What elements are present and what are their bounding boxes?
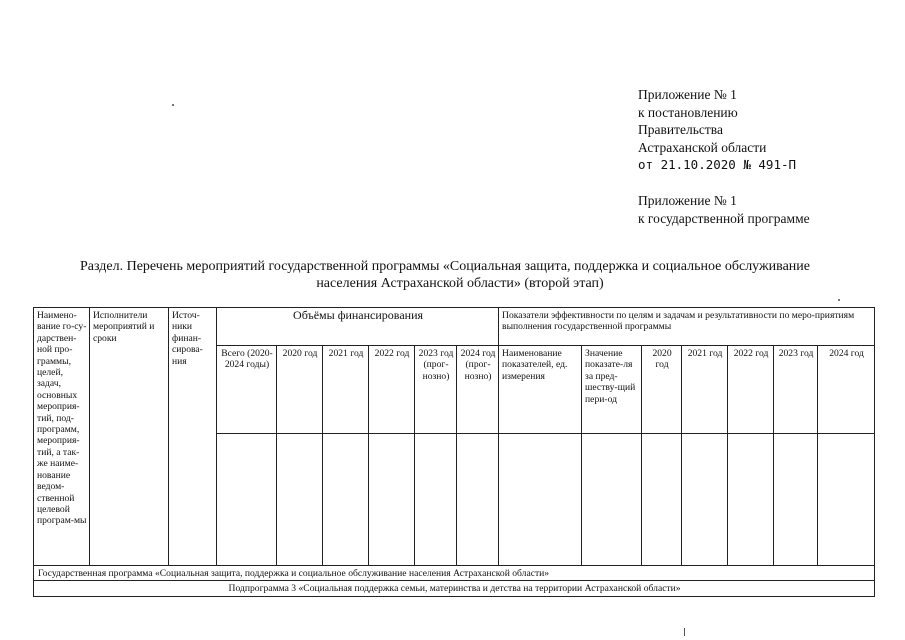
scan-speck	[172, 104, 174, 106]
header-funding-2024: 2024 год (прог-нозно)	[457, 346, 499, 434]
table-row-program	[34, 566, 875, 581]
appendix-to-program: к государственной программе	[638, 210, 810, 226]
scan-speck	[838, 299, 840, 301]
table-cell	[682, 434, 728, 566]
header-funding-2023: 2023 год (прог-нозно)	[415, 346, 457, 434]
table-row-subprogram	[34, 581, 875, 596]
appendix-decree-block	[638, 86, 796, 174]
header-indicator-2021: 2021 год	[682, 346, 728, 434]
header-indicator-2023: 2023 год	[774, 346, 818, 434]
scan-mark	[684, 628, 685, 636]
header-indicator-previous: Значение показате-ля за пред-шеству-щий пери-од	[582, 346, 642, 434]
header-indicator-name: Наименование показателей, ед. измерения	[499, 346, 582, 434]
header-funding-sources: Источ-ники финан-сирова-ния	[169, 308, 217, 566]
header-indicator-2022: 2022 год	[728, 346, 774, 434]
section-title-line2: населения Астраханской области» (второй этап)	[316, 276, 604, 291]
table-cell	[582, 434, 642, 566]
header-indicator-2024: 2024 год	[818, 346, 875, 434]
table-cell	[457, 434, 499, 566]
subprogram-title-cell: Подпрограмма 3 «Социальная поддержка семьи, материнства и детства на территории Астраханской области»	[34, 581, 875, 596]
table-cell	[642, 434, 682, 566]
table-cell	[818, 434, 875, 566]
header-executors: Исполнители мероприятий и сроки	[90, 308, 169, 566]
table-cell	[323, 434, 369, 566]
measures-table	[33, 307, 875, 597]
appendix-decree-date: от 21.10.2020 № 491-П	[638, 157, 797, 172]
table-cell	[217, 434, 277, 566]
section-title	[30, 258, 890, 292]
section-title-line1: Раздел. Перечень мероприятий государственной программы «Социальная защита, поддержка и социальное обслуживание	[79, 259, 810, 274]
table-cell	[774, 434, 818, 566]
appendix-government: Правительства	[638, 122, 723, 137]
table-cell	[369, 434, 415, 566]
program-title-cell: Государственная программа «Социальная защита, поддержка и социальное обслуживание населения Астраханской области»	[34, 566, 875, 581]
appendix-program-block	[638, 192, 810, 227]
table-cell	[728, 434, 774, 566]
appendix-number: Приложение № 1	[638, 193, 737, 208]
header-indicators: Показатели эффективности по целям и задачам и результативности по меро-приятиям выполнения государственной программы	[499, 308, 875, 346]
appendix-number: Приложение № 1	[638, 87, 737, 102]
table-cell	[277, 434, 323, 566]
header-funding-2021: 2021 год	[323, 346, 369, 434]
header-funding-total: Всего (2020-2024 годы)	[217, 346, 277, 434]
table-cell	[499, 434, 582, 566]
table-header-row	[34, 308, 875, 346]
header-program-name: Наимено-вание го-су-дарствен-ной про-граммы, целей, задач, основных мероприя-тий, под-программ, мероприя-тий, а так-же наиме-нование ведом-ственной целевой програм-мы	[34, 308, 90, 566]
header-funding-2022: 2022 год	[369, 346, 415, 434]
appendix-region: Астраханской области	[638, 139, 767, 155]
appendix-to-resolution: к постановлению	[638, 104, 738, 120]
header-indicator-2020: 2020 год	[642, 346, 682, 434]
header-funding-volumes: Объёмы финансирования	[217, 308, 499, 346]
header-funding-2020: 2020 год	[277, 346, 323, 434]
table-cell	[415, 434, 457, 566]
